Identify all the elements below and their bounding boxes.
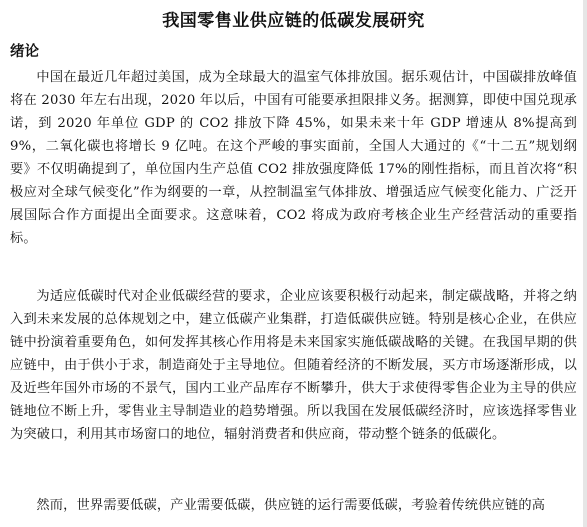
section-heading: 绪论 — [10, 43, 39, 60]
paragraph-3: 然而，世界需要低碳，产业需要低碳，供应链的运行需要低碳，考验着传统供应链的高 — [36, 498, 546, 513]
page-edge-divider — [583, 0, 587, 527]
document-title: 我国零售业供应链的低碳发展研究 — [162, 11, 425, 31]
paragraph-1: 中国在最近几年超过美国，成为全球最大的温室气体排放国。据乐观估计，中国碳排放峰值将在 2030 年左右出现，2020 年以后，中国有可能要承担限排义务。据测算，即使中国兑现承诺，到 2020 年单位 GDP 的 CO2 排放下降 45%，如果未来十年 GDP 增速从 8%提高到 9%，二氧化碳也将增长 9 亿吨。在这个严峻的事实面前，全国人大通过的《“十二五”规划纲要》不仅明确提到了，单位国内生产总值 CO2 排放强度降低 17%的刚性指标，而且首次将“积极应对全球气候变化”作为纲要的一章，从控制温室气体排放、增强适应气候变化能力、广泛开展国际合作方面提出全面要求。这意味着，CO2 将成为政府考核企业生产经营活动的重要指标。 — [10, 70, 577, 246]
paragraph-2: 为适应低碳时代对企业低碳经营的要求，企业应该要积极行动起来，制定碳战略，并将之纳入到未来发展的总体规划之中，建立低碳产业集群，打造低碳供应链。特别是核心企业，在供应链中扮演着重要角色，如何发挥其核心作用将是未来国家实施低碳战略的关键。在我国早期的供应链中，由于供小于求，制造商处于主导地位。但随着经济的不断发展，买方市场逐渐形成，以及近些年国外市场的不景气，国内工业产品库存不断攀升，供大于求使得零售企业为主导的供应链地位不断上升，零售业主导制造业的趋势增强。所以我国在发展低碳经济时，应该选择零售业为突破口，利用其市场窗口的地位，辐射消费者和供应商，带动整个链条的低碳化。 — [10, 289, 577, 442]
